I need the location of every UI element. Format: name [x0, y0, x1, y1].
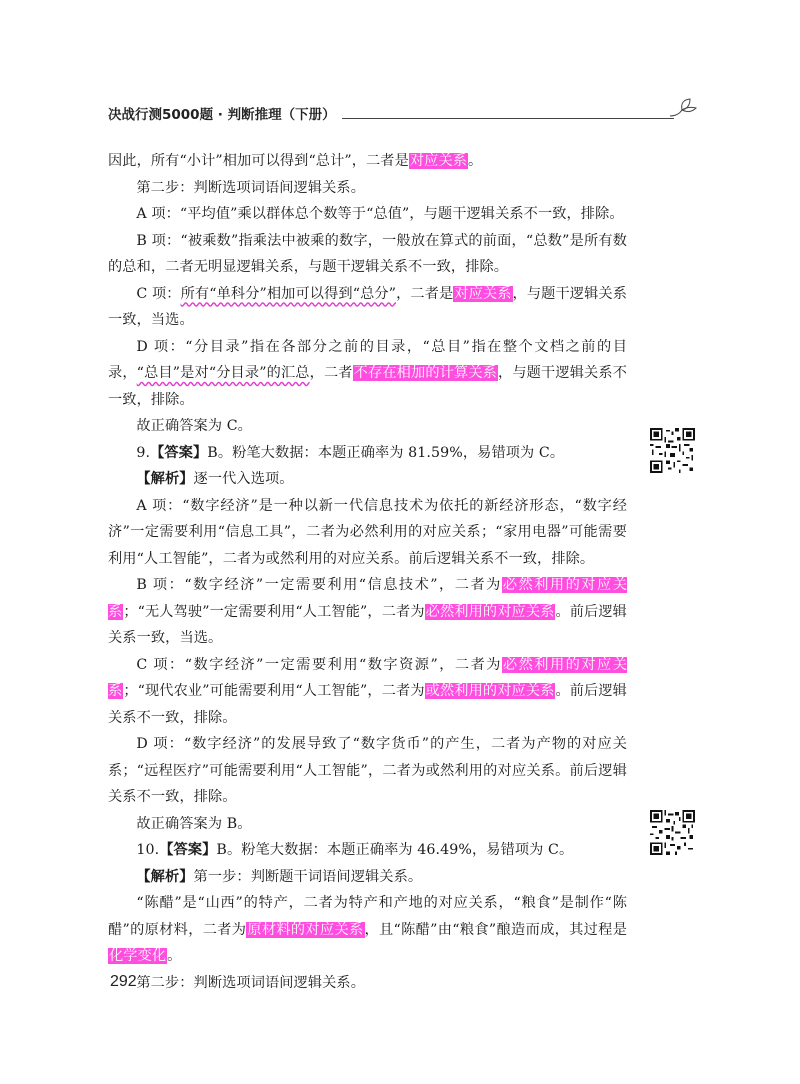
wavy-underline: 所有“单科分”相加可以得到“总分”: [180, 285, 397, 302]
option-c: C 项：所有“单科分”相加可以得到“总分”，二者是对应关系，与题干逻辑关系一致，当选。: [108, 285, 627, 328]
page-number: 292: [110, 973, 137, 990]
paragraph: 因此，所有“小计”相加可以得到“总计”，二者是对应关系。: [108, 153, 483, 169]
q9-option-c: C 项：“数字经济”一定需要利用“数字资源”，二者为必然利用的对应关系；“现代农业”可能需要利用“人工智能”，二者为或然利用的对应关系。前后逻辑关系不一致，排除。: [108, 656, 627, 726]
q10-step-two: 第二步：判断选项词语间逻辑关系。: [136, 974, 365, 991]
answer-line: 故正确答案为 C。: [136, 418, 252, 434]
paragraph: 第二步：判断选项词语间逻辑关系。: [136, 179, 365, 196]
page-content: [108, 148, 627, 996]
highlight: 必然利用的对应关系: [425, 603, 555, 620]
option-b: B 项：“被乘数”指乘法中被乘的数字，一般放在算式的前面，“总数”是所有数的总和，二者无明显逻辑关系，与题干逻辑关系不一致，排除。: [108, 232, 627, 275]
q9-analysis-header: 【解析】逐一代入选项。: [136, 471, 294, 487]
q10-analysis-header: 【解析】第一步：判断题干词语间逻辑关系。: [136, 868, 423, 885]
option-a: A 项：“平均值”乘以群体总个数等于“总值”，与题干逻辑关系不一致，排除。: [136, 206, 624, 222]
q9-option-b: B 项：“数字经济”一定需要利用“信息技术”，二者为必然利用的对应关系；“无人驾驶”一定需要利用“人工智能”，二者为必然利用的对应关系。前后逻辑关系一致，当选。: [108, 577, 627, 646]
highlight: 原材料的对应关系: [247, 921, 364, 938]
q10-answer-header: 10.【答案】B。粉笔大数据：本题正确率为 46.49%，易错项为 C。: [136, 842, 574, 858]
leaf-icon: [668, 96, 698, 120]
highlight: 必然利用的对应关系: [108, 577, 627, 620]
book-title: 决战行测5000题 · 判断推理（下册）: [108, 106, 342, 124]
highlight: 或然利用的对应关系: [425, 683, 555, 699]
answer-line: 故正确答案为 B。: [136, 815, 252, 832]
q9-option-a: A 项：“数字经济”是一种以新一代信息技术为依托的新经济形态，“数字经济”一定需要利用“信息工具”，二者为必然利用的对应关系；“家用电器”可能需要利用“人工智能”，二者为或然利用的对应关系。前后逻辑关系不一致，排除。: [108, 497, 627, 567]
qr-code-icon[interactable]: [650, 428, 695, 473]
highlight: 化学变化: [109, 948, 167, 964]
page-header: [108, 106, 698, 130]
highlight: 对应关系: [409, 153, 468, 169]
highlight: 不存在相加的计算关系: [353, 365, 498, 381]
highlight: 对应关系: [454, 285, 512, 302]
option-d: D 项：“分目录”指在各部分之前的目录，“总目”指在整个文档之前的目录，“总目”是对“分目录”的汇总，二者不存在相加的计算关系，与题干逻辑关系不一致，排除。: [108, 338, 627, 408]
wavy-underline: “总目”是对“分目录”的汇总: [136, 365, 310, 381]
q9-option-d: D 项：“数字经济”的发展导致了“数字货币”的产生，二者为产物的对应关系；“远程医疗”可能需要利用“人工智能”，二者为或然利用的对应关系。前后逻辑关系不一致，排除。: [108, 736, 627, 805]
q10-paragraph: “陈醋”是“山西”的特产，二者为特产和产地的对应关系，“粮食”是制作“陈醋”的原材料，二者为原材料的对应关系，且“陈醋”由“粮食”酿造而成，其过程是化学变化。: [108, 895, 627, 964]
highlight: 必然利用的对应关系: [108, 656, 627, 699]
q9-answer-header: 9.【答案】B。粉笔大数据：本题正确率为 81.59%，易错项为 C。: [136, 444, 565, 461]
qr-code-icon[interactable]: [650, 810, 695, 855]
